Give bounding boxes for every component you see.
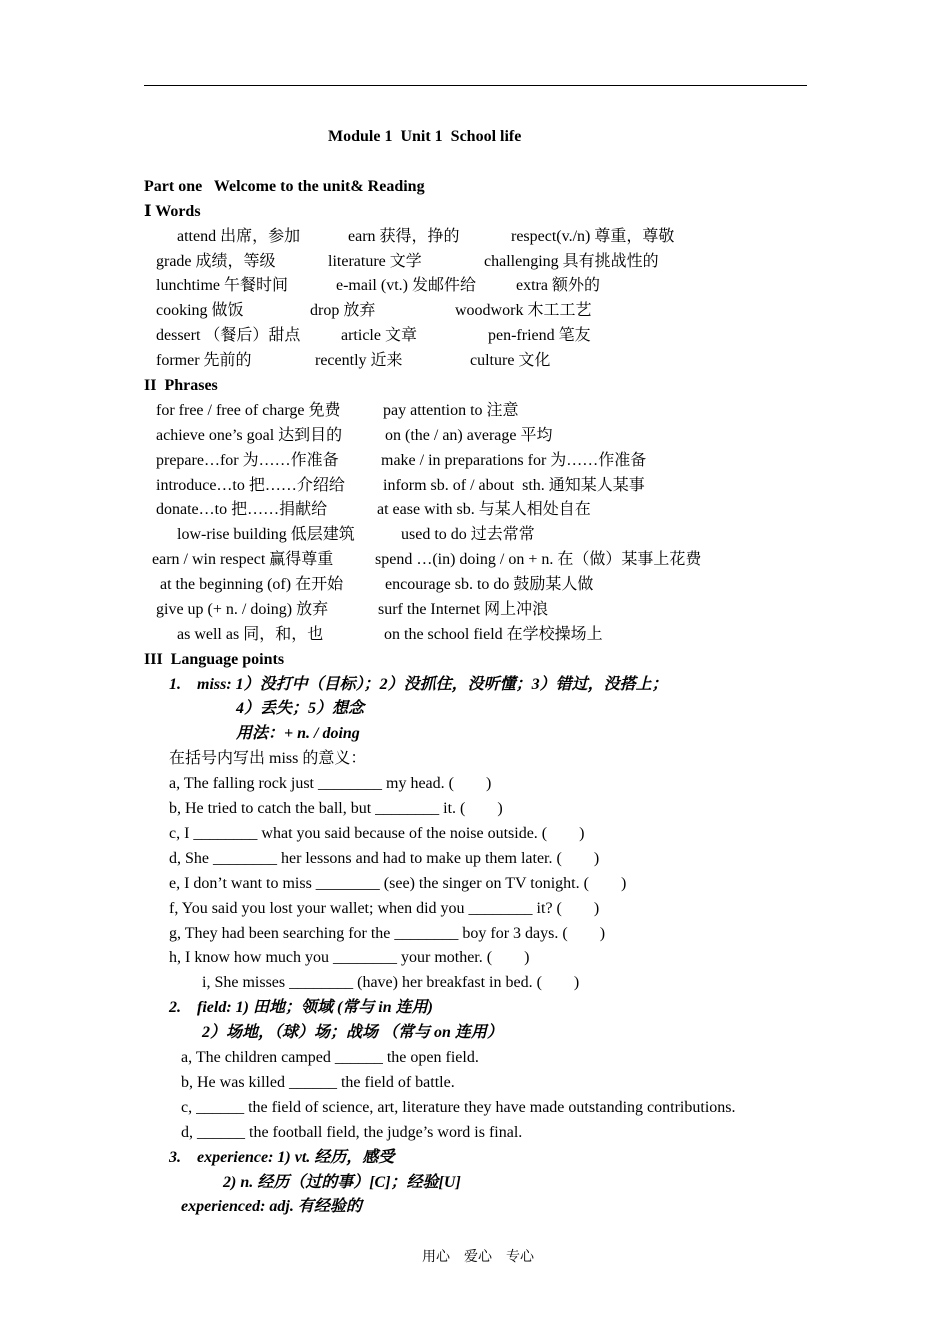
exercise-item: d, ______ the football field, the judge’s word is final.	[181, 1124, 523, 1141]
phrase-entry: low-rise building 低层建筑	[177, 526, 355, 543]
miss-usage: 用法：+ n. / doing	[236, 725, 360, 742]
phrases-heading: II Phrases	[144, 377, 218, 394]
phrase-entry: on (the / an) average 平均	[385, 427, 553, 444]
phrase-entry: as well as 同，和，也	[177, 626, 324, 643]
experience-definition-cont: 2) n. 经历（过的事）[C]；经验[U]	[223, 1174, 461, 1191]
exercise-item: h, I know how much you ________ your mother. ( )	[169, 949, 530, 966]
word-entry: challenging 具有挑战性的	[484, 253, 659, 270]
phrase-entry: spend …(in) doing / on + n. 在（做）某事上花费	[375, 551, 702, 568]
phrase-entry: donate…to 把……捐献给	[156, 501, 328, 518]
phrase-entry: inform sb. of / about sth. 通知某人某事	[383, 477, 645, 494]
miss-instruction: 在括号内写出 miss 的意义：	[169, 750, 367, 767]
exercise-item: b, He was killed ______ the field of battle.	[181, 1074, 455, 1091]
phrase-entry: encourage sb. to do 鼓励某人做	[385, 576, 594, 593]
miss-definition: 1. miss: 1）没打中（目标）；2）没抓住，没听懂；3）错过，没搭上；	[169, 676, 668, 693]
phrase-entry: achieve one’s goal 达到目的	[156, 427, 343, 444]
exercise-item: c, ______ the field of science, art, literature they have made outstanding contributions.	[181, 1099, 736, 1116]
phrase-entry: on the school field 在学校操场上	[384, 626, 603, 643]
field-definition-cont: 2）场地，（球）场；战场 （常与 on 连用）	[202, 1024, 503, 1041]
phrase-entry: introduce…to 把……介绍给	[156, 477, 345, 494]
page-title: Module 1 Unit 1 School life	[328, 128, 522, 145]
exercise-item: a, The falling rock just ________ my head. ( )	[169, 775, 492, 792]
word-entry: grade 成绩，等级	[156, 253, 276, 270]
exercise-item: e, I don’t want to miss ________ (see) the singer on TV tonight. ( )	[169, 875, 627, 892]
word-entry: drop 放弃	[310, 302, 376, 319]
exercise-item: d, She ________ her lessons and had to make up them later. ( )	[169, 850, 600, 867]
word-entry: culture 文化	[470, 352, 551, 369]
word-entry: cooking 做饭	[156, 302, 244, 319]
exercise-item: c, I ________ what you said because of the noise outside. ( )	[169, 825, 585, 842]
word-entry: extra 额外的	[516, 277, 600, 294]
page-footer: 用心 爱心 专心	[422, 1250, 534, 1265]
word-entry: literature 文学	[328, 253, 422, 270]
word-entry: lunchtime 午餐时间	[156, 277, 288, 294]
experience-definition: 3. experience: 1) vt. 经历，感受	[169, 1149, 395, 1166]
part-heading: Part one Welcome to the unit& Reading	[144, 178, 425, 195]
phrase-entry: surf the Internet 网上冲浪	[378, 601, 549, 618]
phrase-entry: at the beginning (of) 在开始	[160, 576, 344, 593]
words-heading: Ⅰ Words	[144, 203, 201, 220]
word-entry: pen-friend 笔友	[488, 327, 591, 344]
word-entry: dessert （餐后）甜点	[156, 327, 301, 344]
exercise-item: a, The children camped ______ the open field.	[181, 1049, 479, 1066]
phrase-entry: for free / free of charge 免费	[156, 402, 341, 419]
exercise-item: g, They had been searching for the ________ boy for 3 days. ( )	[169, 925, 606, 942]
exercise-item: b, He tried to catch the ball, but ________ it. ( )	[169, 800, 503, 817]
phrase-entry: at ease with sb. 与某人相处自在	[377, 501, 591, 518]
word-entry: earn 获得，挣的	[348, 228, 460, 245]
header-rule	[144, 85, 807, 86]
phrase-entry: prepare…for 为……作准备	[156, 452, 339, 469]
word-entry: article 文章	[341, 327, 417, 344]
exercise-item: i, She misses ________ (have) her breakfast in bed. ( )	[202, 974, 580, 991]
phrase-entry: give up (+ n. / doing) 放弃	[156, 601, 329, 618]
exercise-item: f, You said you lost your wallet; when did you ________ it? ( )	[169, 900, 600, 917]
word-entry: e-mail (vt.) 发邮件给	[336, 277, 476, 294]
word-entry: respect(v./n) 尊重，尊敬	[511, 228, 675, 245]
experienced-definition: experienced: adj. 有经验的	[181, 1198, 362, 1215]
language-points-heading: III Language points	[144, 651, 285, 668]
word-entry: recently 近来	[315, 352, 403, 369]
word-entry: attend 出席，参加	[177, 228, 301, 245]
field-definition: 2. field: 1) 田地；领域 (常与 in 连用)	[169, 999, 433, 1016]
word-entry: former 先前的	[156, 352, 252, 369]
phrase-entry: make / in preparations for 为……作准备	[381, 452, 647, 469]
word-entry: woodwork 木工工艺	[455, 302, 592, 319]
miss-definition-cont: 4）丢失；5）想念	[236, 700, 365, 717]
phrase-entry: earn / win respect 赢得尊重	[152, 551, 334, 568]
phrase-entry: used to do 过去常常	[401, 526, 535, 543]
phrase-entry: pay attention to 注意	[383, 402, 519, 419]
